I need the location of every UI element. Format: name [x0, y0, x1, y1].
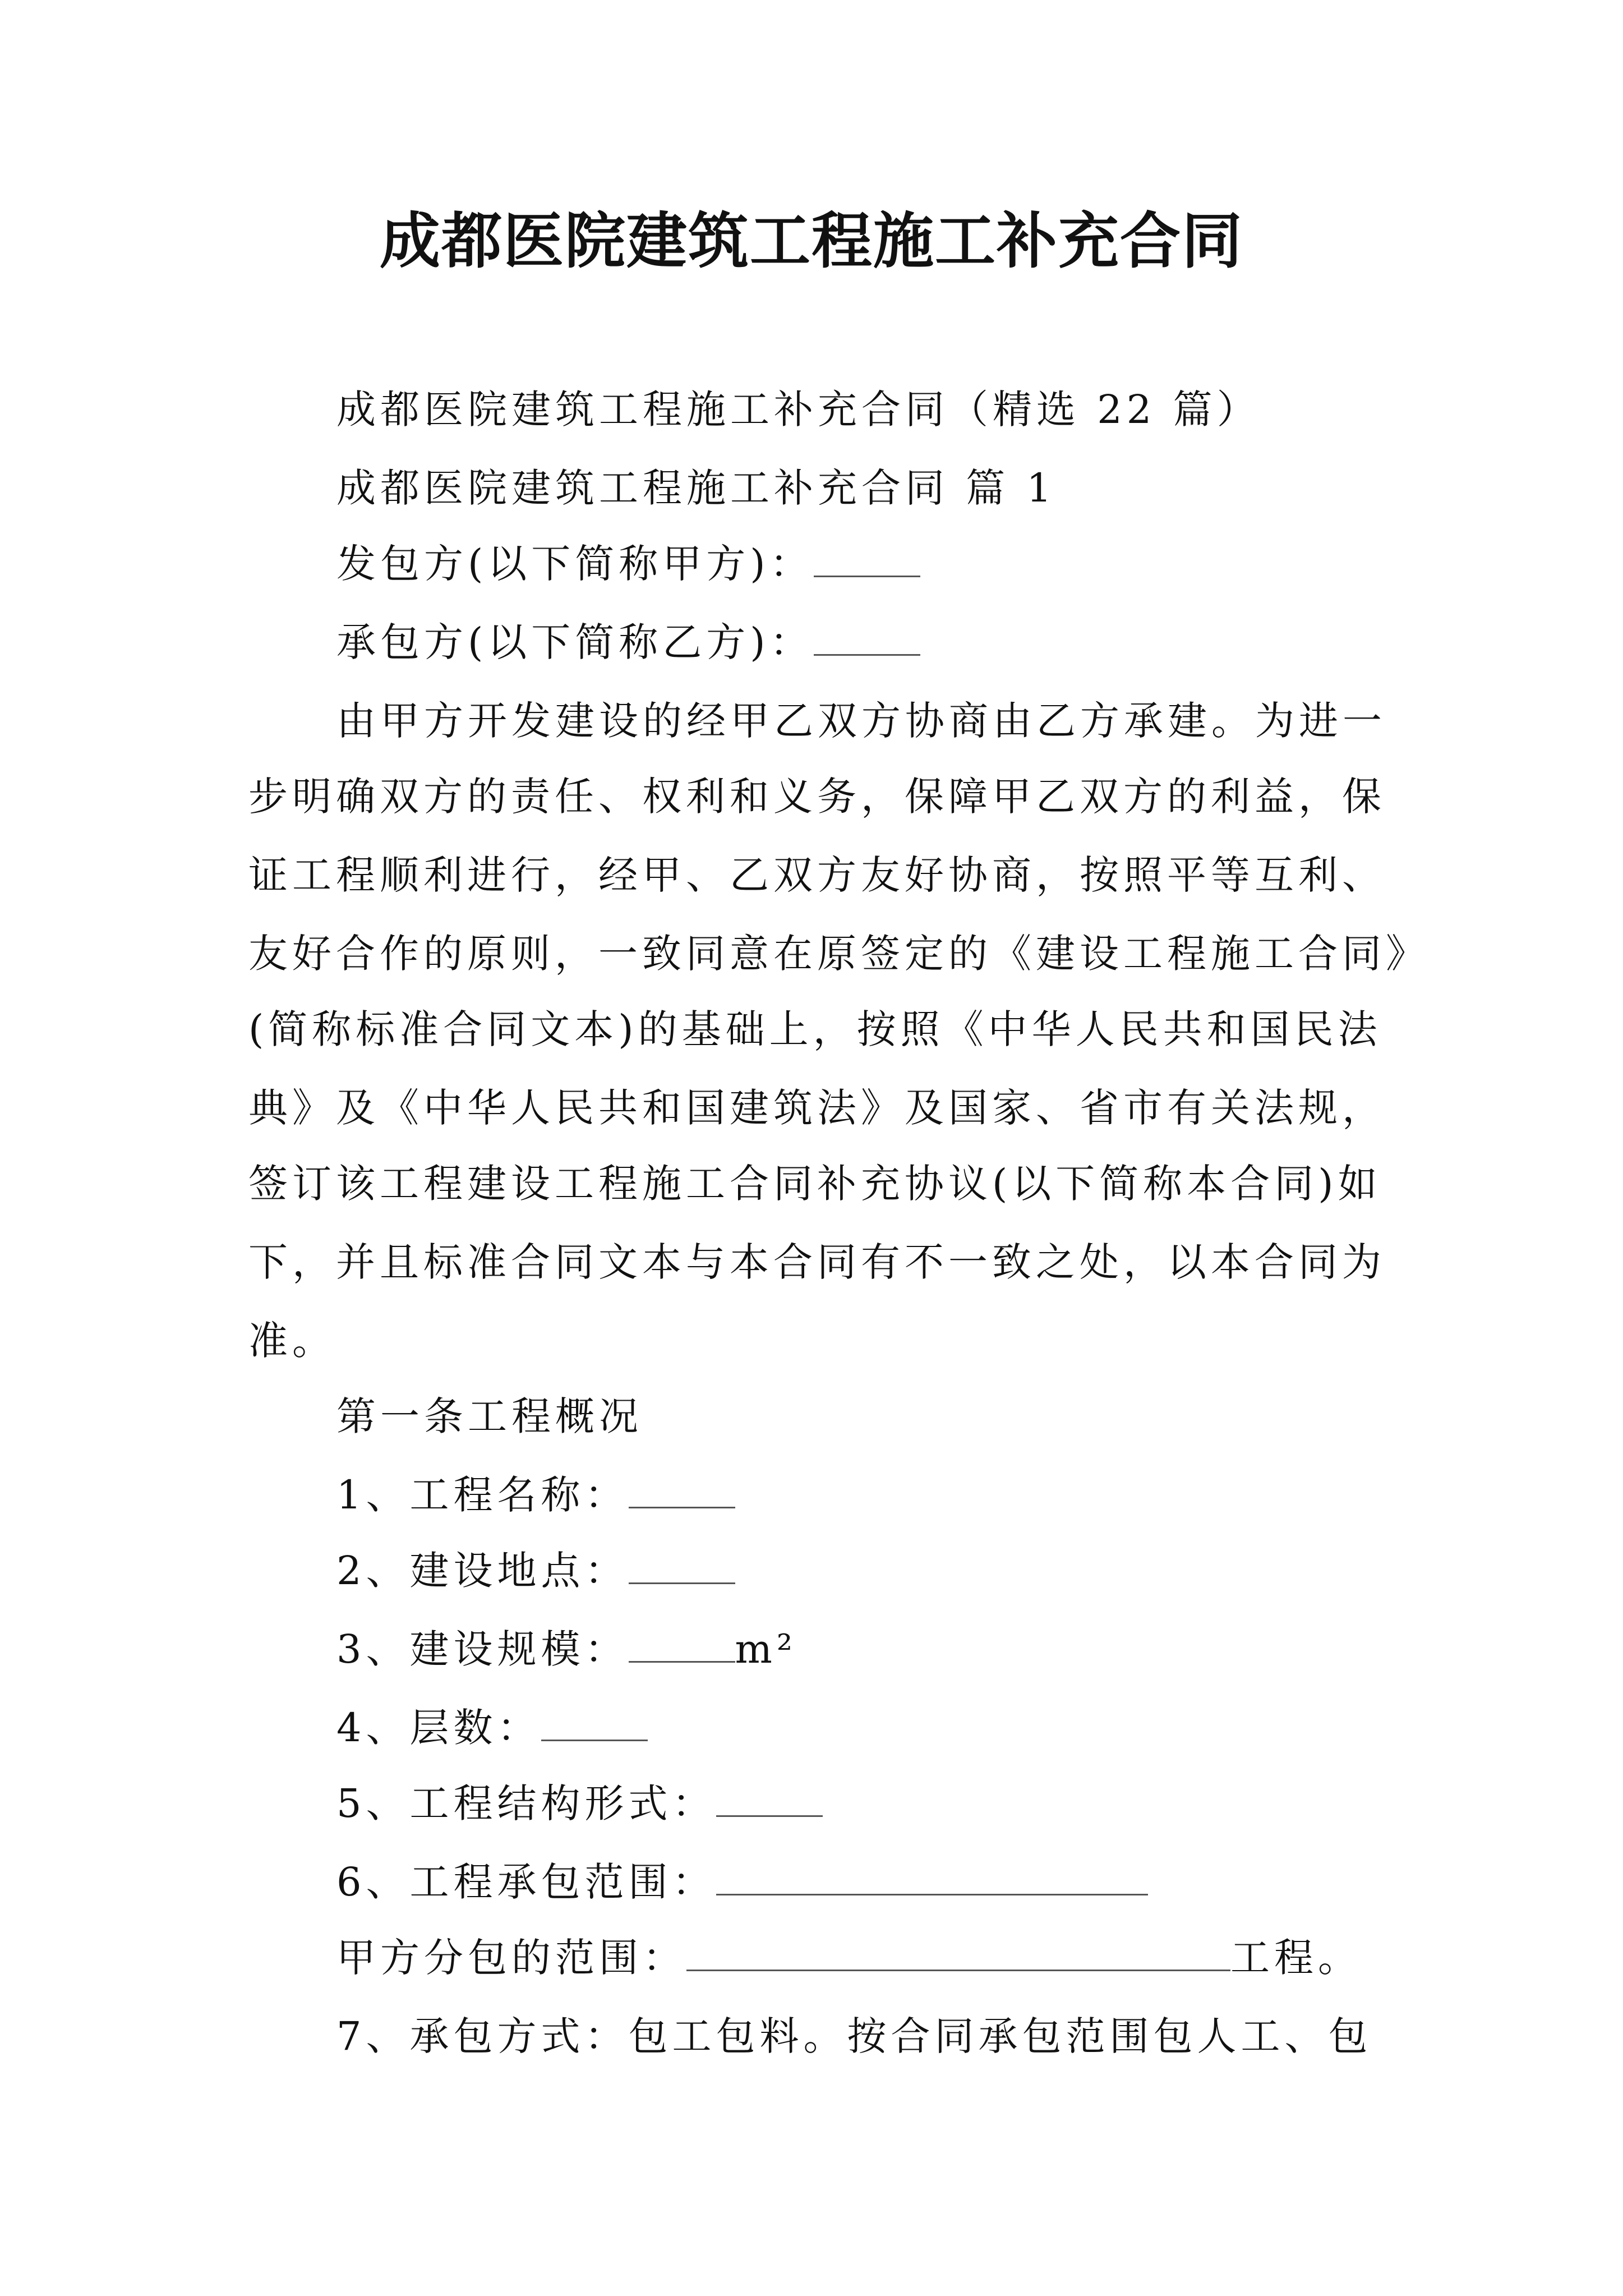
paragraph-text: 下，并且标准合同文本与本合同有不一致之处，以本合同为 [248, 1239, 1386, 1285]
paragraph-text: (简称标准合同文本)的基础上，按照《中华人民共和国民法 [248, 1006, 1382, 1052]
paragraph-line [0, 1080, 1623, 1136]
party-b-label: 承包方(以下简称乙方)： [336, 619, 814, 665]
paragraph-line [0, 693, 1623, 749]
item-suffix: 工程。 [1230, 1935, 1362, 1981]
item-blank [629, 1467, 735, 1508]
article-heading [0, 1388, 1623, 1444]
party-b-line [0, 614, 1623, 670]
paragraph-line [0, 926, 1623, 982]
item-contract-method [0, 2008, 1623, 2064]
paragraph-text: 证工程顺利进行，经甲、乙双方友好协商，按照平等互利、 [248, 852, 1386, 898]
section-heading-text: 成都医院建筑工程施工补充合同 篇 1 [336, 465, 1057, 511]
item-blank [686, 1930, 1230, 1971]
paragraph-line [0, 769, 1623, 825]
paragraph-line [0, 847, 1623, 903]
item-location [0, 1543, 1623, 1599]
subtitle-text: 成都医院建筑工程施工补充合同（精选 22 篇） [336, 386, 1261, 432]
item-floors [0, 1700, 1623, 1756]
paragraph-text: 步明确双方的责任、权利和义务，保障甲乙双方的利益，保 [248, 774, 1386, 820]
paragraph-text: 由甲方开发建设的经甲乙双方协商由乙方承建。为进一 [336, 698, 1386, 744]
party-b-blank [814, 615, 920, 656]
item-label: 4、层数： [336, 1705, 541, 1751]
paragraph-line [0, 1156, 1623, 1212]
item-label: 7、承包方式：包工包料。按合同承包范围包人工、包 [336, 2013, 1372, 2059]
item-blank [541, 1700, 648, 1741]
item-blank [716, 1855, 1148, 1895]
item-label: 2、建设地点： [336, 1548, 629, 1594]
paragraph-text: 签订该工程建设工程施工合同补充协议(以下简称本合同)如 [248, 1161, 1382, 1207]
party-a-line [0, 536, 1623, 592]
item-blank [716, 1776, 823, 1817]
item-subcontract-scope [0, 1930, 1623, 1986]
party-a-label: 发包方(以下简称甲方)： [336, 541, 814, 587]
party-a-blank [814, 536, 920, 577]
paragraph-text: 准。 [248, 1318, 336, 1364]
paragraph-text: 友好合作的原则，一致同意在原签定的《建设工程施工合同》 [248, 931, 1430, 977]
section-heading [0, 460, 1623, 516]
paragraph-line [0, 1001, 1623, 1057]
paragraph-line [0, 1313, 1623, 1369]
item-label: 甲方分包的范围： [336, 1935, 686, 1981]
unit-label: m² [735, 1626, 797, 1672]
paragraph-text: 典》及《中华人民共和国建筑法》及国家、省市有关法规， [248, 1085, 1386, 1131]
item-label: 5、工程结构形式： [336, 1780, 716, 1826]
item-blank [629, 1543, 735, 1584]
item-label: 6、工程承包范围： [336, 1859, 716, 1905]
item-blank [629, 1622, 735, 1663]
document-title: 成都医院建筑工程施工补充合同 [379, 206, 1243, 277]
item-label: 1、工程名称： [336, 1472, 629, 1518]
item-structure [0, 1775, 1623, 1832]
item-project-name [0, 1467, 1623, 1523]
item-label: 3、建设规模： [336, 1626, 629, 1672]
item-scope [0, 1854, 1623, 1910]
item-scale [0, 1621, 1623, 1677]
subtitle-line [0, 381, 1623, 438]
article-heading-text: 第一条工程概况 [336, 1393, 643, 1439]
paragraph-line [0, 1234, 1623, 1290]
